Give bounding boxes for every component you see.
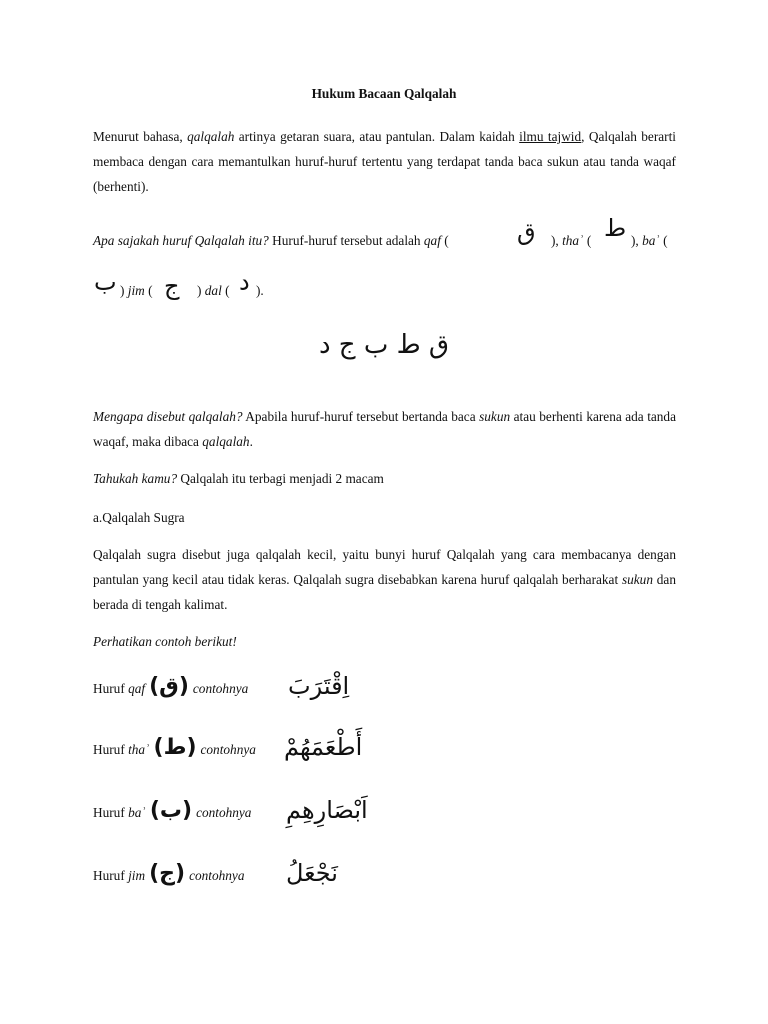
- example-letter: (ب): [149, 798, 193, 823]
- tha-letter: ط: [604, 214, 627, 242]
- know-line: [93, 466, 384, 491]
- example-contoh-label: contohnya: [192, 681, 249, 696]
- example-letter-name: thaʾ: [128, 742, 150, 757]
- letters-question-ba: ), baʾ (: [631, 233, 668, 248]
- why-answer-1: Apabila huruf-huruf tersebut bertanda baca: [242, 409, 480, 424]
- know-question: Tahukah kamu?: [93, 471, 178, 486]
- example-contoh-label: contohnya: [189, 868, 245, 883]
- letters-question-line-1: Apa sajakah huruf Qalqalah itu? Huruf-huruf tersebut adalah qaf (: [93, 233, 449, 248]
- letters-question-end: ).: [256, 283, 264, 298]
- example-huruf-label: Huruf: [93, 742, 129, 757]
- example-row: [93, 861, 244, 888]
- document-title: Hukum Bacaan Qalqalah: [311, 86, 457, 101]
- know-answer: Qalqalah itu terbagi menjadi 2 macam: [177, 471, 384, 486]
- letters-question-dal: ) dal (: [197, 283, 230, 298]
- ba-label: baʾ: [642, 233, 660, 248]
- why-question: Mengapa disebut qalqalah?: [93, 409, 243, 424]
- example-row: [93, 735, 256, 762]
- intro-term-ilmu-tajwid: ilmu tajwid: [519, 129, 582, 144]
- qaf-letter: ق: [517, 218, 536, 246]
- why-term-qalqalah: qalqalah: [202, 434, 250, 449]
- sugra-text-2: dan berada di tengah kalimat.: [93, 572, 676, 612]
- letters-question: Apa sajakah huruf Qalqalah itu?: [93, 233, 269, 248]
- example-letter: (ج): [149, 861, 186, 886]
- example-word: نَجْعَلُ: [286, 859, 338, 887]
- jim-label: jim: [127, 283, 145, 298]
- example-letter: (ق): [149, 674, 189, 699]
- example-prompt: [93, 629, 237, 654]
- intro-term-qalqalah: qalqalah: [187, 129, 235, 144]
- ba-letter: ب: [94, 268, 117, 296]
- why-term-sukun: sukun: [479, 409, 511, 424]
- qalqalah-letters-display: ق ط ب ج د: [318, 330, 450, 360]
- why-answer-2: atau berhenti karena ada tanda waqaf, maka dibaca: [93, 409, 676, 449]
- example-word: أَطْعَمَهُمْ: [284, 733, 363, 761]
- sugra-term-sukun: sukun: [621, 572, 653, 587]
- sugra-paragraph: [93, 542, 676, 617]
- example-letter-name: baʾ: [128, 805, 146, 820]
- example-word: اَبْصَارِهِمِ: [286, 796, 368, 824]
- example-row: [93, 798, 251, 825]
- sugra-text-1: Qalqalah sugra disebut juga qalqalah kecil, yaitu bunyi huruf Qalqalah yang cara membacanya dengan pantulan yang kecil atau tidak keras. Qalqalah sugra disebabkan karena huruf qalqalah berharakat: [93, 547, 676, 587]
- example-contoh-label: contohnya: [200, 742, 256, 757]
- example-letter-name: qaf: [128, 681, 146, 696]
- why-answer-end: .: [249, 434, 253, 449]
- example-letter-name: jim: [128, 868, 146, 883]
- example-letter: (ط): [153, 735, 197, 760]
- example-contoh-label: contohnya: [196, 805, 252, 820]
- letters-answer-text: Huruf-huruf tersebut adalah: [268, 233, 424, 248]
- example-word: اِقْتَرَبَ: [288, 672, 350, 700]
- intro-text-3: , Qalqalah berarti membaca dengan cara memantulkan huruf-huruf tertentu yang terdapat tanda baca sukun atau tanda waqaf (berhenti).: [93, 129, 676, 194]
- why-paragraph: [93, 404, 676, 454]
- example-huruf-label: Huruf: [93, 805, 129, 820]
- intro-text-1: Menurut bahasa,: [93, 129, 188, 144]
- example-prompt-text: Perhatikan contoh berikut!: [93, 634, 237, 649]
- tha-label: thaʾ: [562, 233, 584, 248]
- example-huruf-label: Huruf: [93, 681, 129, 696]
- example-row: [93, 674, 248, 701]
- jim-letter: ج: [164, 272, 180, 300]
- example-huruf-label: Huruf: [93, 868, 129, 883]
- qaf-label: qaf: [423, 233, 441, 248]
- dal-label: dal: [204, 283, 222, 298]
- intro-paragraph: [93, 124, 676, 199]
- letters-question-jim: ) jim (: [120, 283, 153, 298]
- sugra-heading: a.Qalqalah Sugra: [93, 510, 185, 525]
- dal-letter: د: [239, 268, 250, 296]
- letters-question-tha: ), thaʾ (: [551, 233, 592, 248]
- intro-text-2: artinya getaran suara, atau pantulan. Dalam kaidah: [234, 129, 520, 144]
